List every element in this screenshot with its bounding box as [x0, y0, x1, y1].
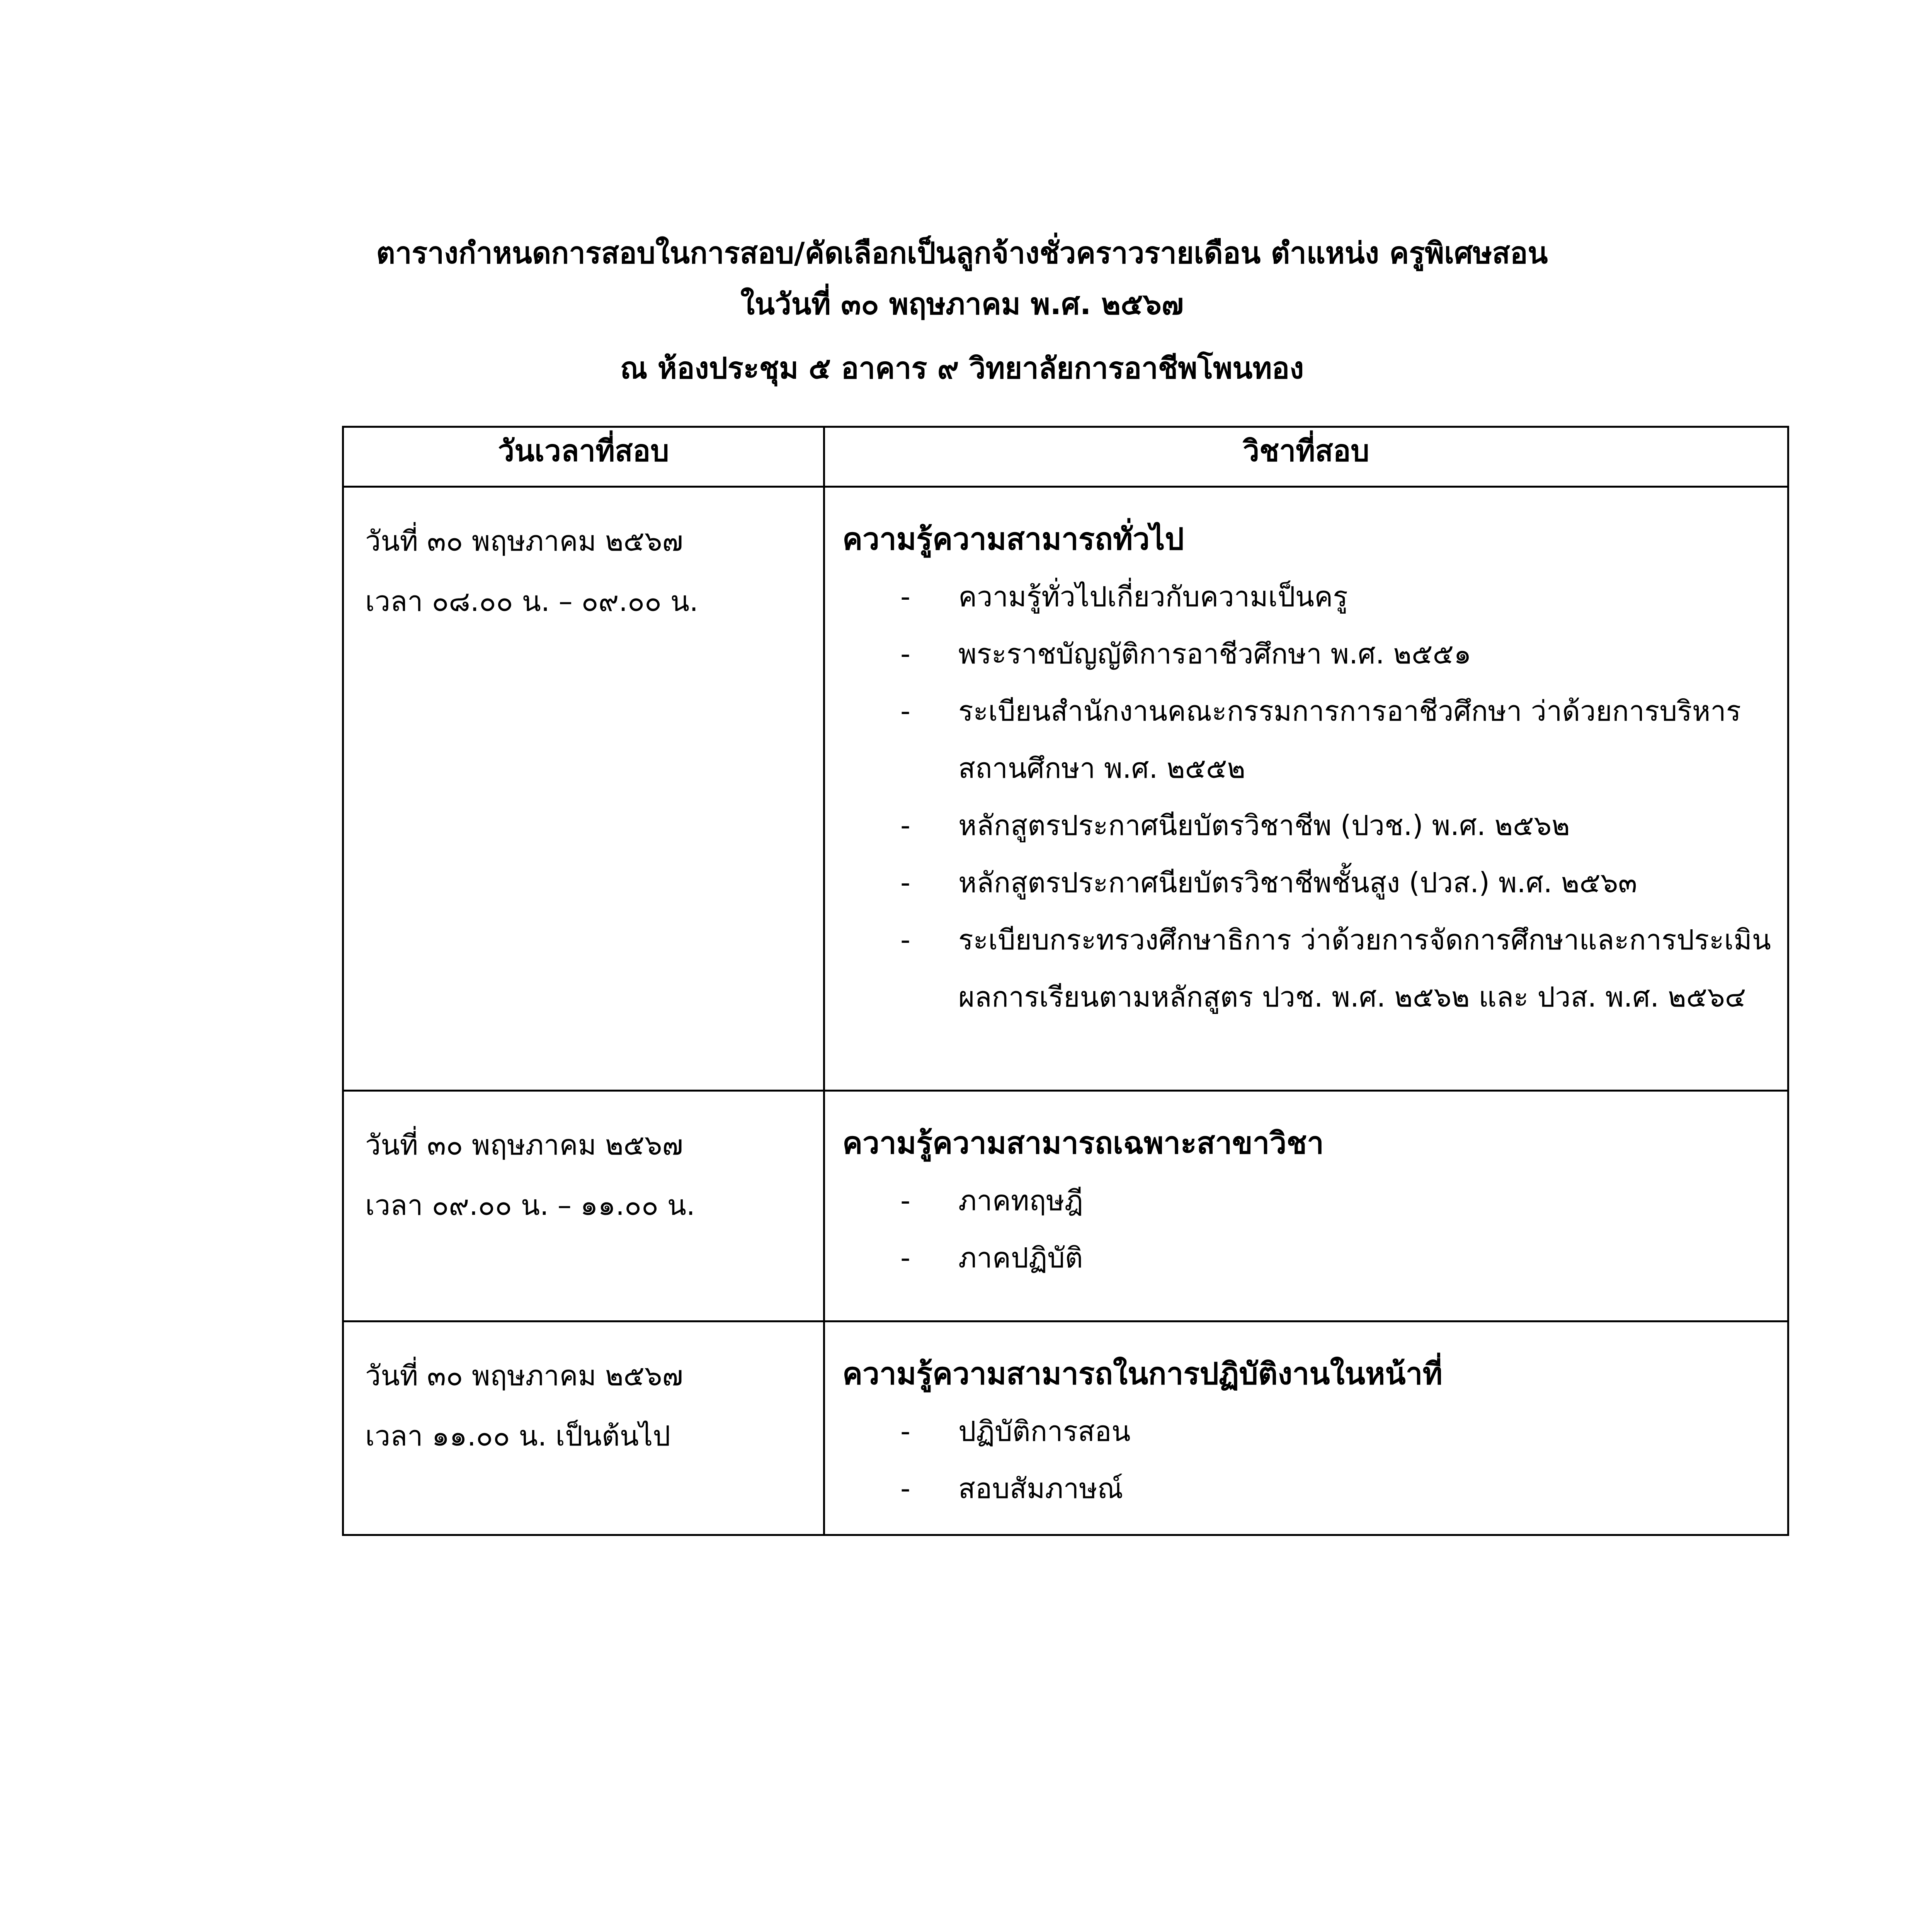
table-row: [343, 1321, 1788, 1535]
list-item: [842, 854, 1772, 911]
list-item: [842, 797, 1772, 854]
exam-time: เวลา ๑๑.๐๐ น. เป็นต้นไป: [365, 1420, 670, 1452]
list-item: [842, 1229, 1772, 1286]
dash-marker: -: [900, 1184, 910, 1217]
document-date-line: ในวันที่ ๓๐ พฤษภาคม พ.ศ. ๒๕๖๗: [740, 287, 1184, 321]
datetime-cell: [343, 487, 824, 1091]
list-item: [842, 1460, 1772, 1517]
topic-list: [842, 1403, 1772, 1517]
dash-marker: -: [900, 1415, 910, 1447]
topic-text: ระเบียนสำนักงานคณะกรรมการการอาชีวศึกษา ว่าด้วยการบริหารสถานศึกษา พ.ศ. ๒๕๕๒: [958, 695, 1741, 784]
topic-text: ภาคทฤษฎี: [958, 1184, 1083, 1217]
subject-cell: [824, 1321, 1788, 1535]
dash-marker: -: [900, 580, 910, 613]
subject-cell: [824, 487, 1788, 1091]
header-datetime: วันเวลาที่สอบ: [343, 427, 824, 487]
dash-marker: -: [900, 866, 910, 899]
topic-list: [842, 568, 1772, 1026]
subject-title: ความรู้ความสามารถในการปฏิบัติงานในหน้าที่: [842, 1357, 1443, 1391]
exam-time: เวลา ๐๙.๐๐ น. – ๑๑.๐๐ น.: [365, 1189, 695, 1221]
topic-text: ปฏิบัติการสอน: [958, 1415, 1131, 1447]
dash-marker: -: [900, 695, 910, 727]
topic-text: สอบสัมภาษณ์: [958, 1472, 1123, 1505]
subject-cell: [824, 1091, 1788, 1321]
dash-marker: -: [900, 638, 910, 670]
topic-text: พระราชบัญญัติการอาชีวศึกษา พ.ศ. ๒๕๕๑: [958, 638, 1471, 670]
table-row: [343, 487, 1788, 1091]
document-venue-line: ณ ห้องประชุม ๕ อาคาร ๙ วิทยาลัยการอาชีพโพนทอง: [620, 351, 1304, 385]
document-title: ตารางกำหนดการสอบในการสอบ/คัดเลือกเป็นลูกจ้างชั่วคราวรายเดือน ตำแหน่ง ครูพิเศษสอน: [376, 236, 1548, 270]
list-item: [842, 568, 1772, 625]
datetime-cell: [343, 1091, 824, 1321]
list-item: [842, 625, 1772, 682]
topic-text: ความรู้ทั่วไปเกี่ยวกับความเป็นครู: [958, 580, 1348, 613]
topic-text: หลักสูตรประกาศนียบัตรวิชาชีพชั้นสูง (ปวส.) พ.ศ. ๒๕๖๓: [958, 866, 1637, 899]
list-item: [842, 682, 1772, 797]
table-header-row: [343, 427, 1788, 487]
topic-list: [842, 1172, 1772, 1286]
subject-title: ความรู้ความสามารถเฉพาะสาขาวิชา: [842, 1126, 1324, 1161]
dash-marker: -: [900, 1242, 910, 1274]
exam-date: วันที่ ๓๐ พฤษภาคม ๒๕๖๗: [365, 1359, 683, 1392]
topic-text: ระเบียบกระทรวงศึกษาธิการ ว่าด้วยการจัดการศึกษาและการประเมินผลการเรียนตามหลักสูตร ปวช. พ.ศ. ๒๕๖๒ และ ปวส. พ.ศ. ๒๕๖๔: [958, 923, 1771, 1013]
topic-text: หลักสูตรประกาศนียบัตรวิชาชีพ (ปวช.) พ.ศ. ๒๕๖๒: [958, 809, 1570, 842]
list-item: [842, 1403, 1772, 1460]
header-subject: วิชาที่สอบ: [824, 427, 1788, 487]
table-row: [343, 1091, 1788, 1321]
datetime-cell: [343, 1321, 824, 1535]
exam-date: วันที่ ๓๐ พฤษภาคม ๒๕๖๗: [365, 525, 683, 557]
topic-text: ภาคปฏิบัติ: [958, 1242, 1083, 1274]
dash-marker: -: [900, 923, 910, 956]
exam-schedule-table: [342, 426, 1789, 1536]
dash-marker: -: [900, 809, 910, 842]
list-item: [842, 1172, 1772, 1229]
subject-title: ความรู้ความสามารถทั่วไป: [842, 522, 1184, 557]
dash-marker: -: [900, 1472, 910, 1505]
list-item: [842, 911, 1772, 1026]
exam-time: เวลา ๐๘.๐๐ น. – ๐๙.๐๐ น.: [365, 585, 698, 617]
exam-date: วันที่ ๓๐ พฤษภาคม ๒๕๖๗: [365, 1129, 683, 1161]
